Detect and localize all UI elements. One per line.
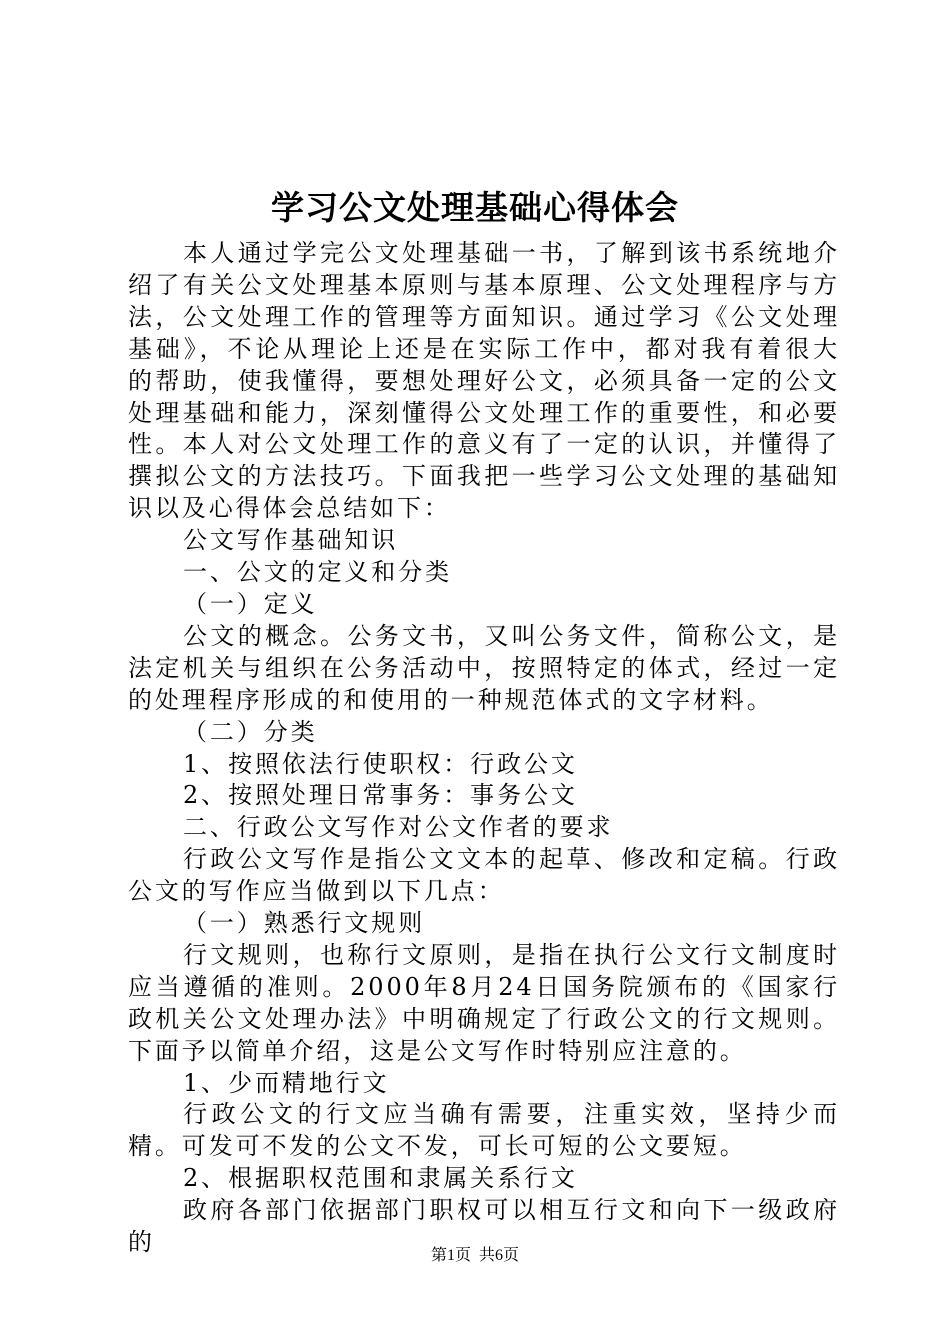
paragraph-intro: 本人通过学完公文处理基础一书，了解到该书系统地介绍了有关公文处理基本原则与基本原理、公文处理程序与方法，公文处理工作的管理等方面知识。通过学习《公文处理基础》，不论从理论上还是在实际工作中，都对我有着很大的帮助，使我懂得，要想处理好公文，必须具备一定的公文处理基础和能力，深刻懂得公文处理工作的重要性，和必要性。本人对公文处理工作的意义有了一定的认识，并懂得了撰拟公文的方法技巧。下面我把一些学习公文处理的基础知识以及心得体会总结如下：	[128, 239, 840, 523]
paragraph: 行文规则，也称行文原则，是指在执行公文行文制度时应当遵循的准则。2000年8月24日国务院颁布的《国家行政机关公文处理办法》中明确规定了行政公文的行文规则。下面予以简单介绍，这是公文写作时特别应注意的。	[128, 940, 840, 1065]
list-item: 2、按照处理日常事务：事务公文	[183, 781, 578, 810]
page-total: 共6页	[479, 1247, 520, 1264]
section-heading: 一、公文的定义和分类	[183, 558, 452, 587]
page-number: 第1页	[430, 1247, 471, 1264]
list-item: 1、少而精地行文	[183, 1068, 390, 1097]
section-heading: 二、行政公文写作对公文作者的要求	[183, 813, 614, 842]
list-item: 2、根据职权范围和隶属关系行文	[183, 1164, 578, 1193]
subsection-heading: （一）熟悉行文规则	[183, 909, 426, 938]
list-item: 1、按照依法行使职权：行政公文	[183, 749, 578, 778]
subsection-heading: （二）分类	[183, 717, 318, 746]
paragraph: 公文的概念。公务文书，又叫公务文件，简称公文，是法定机关与组织在公务活动中，按照特定的体式，经过一定的处理程序形成的和使用的一种规范体式的文字材料。	[128, 621, 840, 714]
paragraph: 政府各部门依据部门职权可以相互行文和向下一级政府的	[128, 1196, 840, 1257]
section-heading: 公文写作基础知识	[183, 526, 399, 555]
subsection-heading: （一）定义	[183, 589, 318, 618]
page-footer	[0, 1244, 950, 1268]
paragraph: 行政公文的行文应当确有需要，注重实效，坚持少而精。可发可不发的公文不发，可长可短的公文要短。	[128, 1100, 840, 1161]
document-body	[128, 238, 840, 1259]
paragraph: 行政公文写作是指公文文本的起草、修改和定稿。行政公文的写作应当做到以下几点：	[128, 845, 840, 906]
document-title: 学习公文处理基础心得体会	[271, 188, 679, 227]
